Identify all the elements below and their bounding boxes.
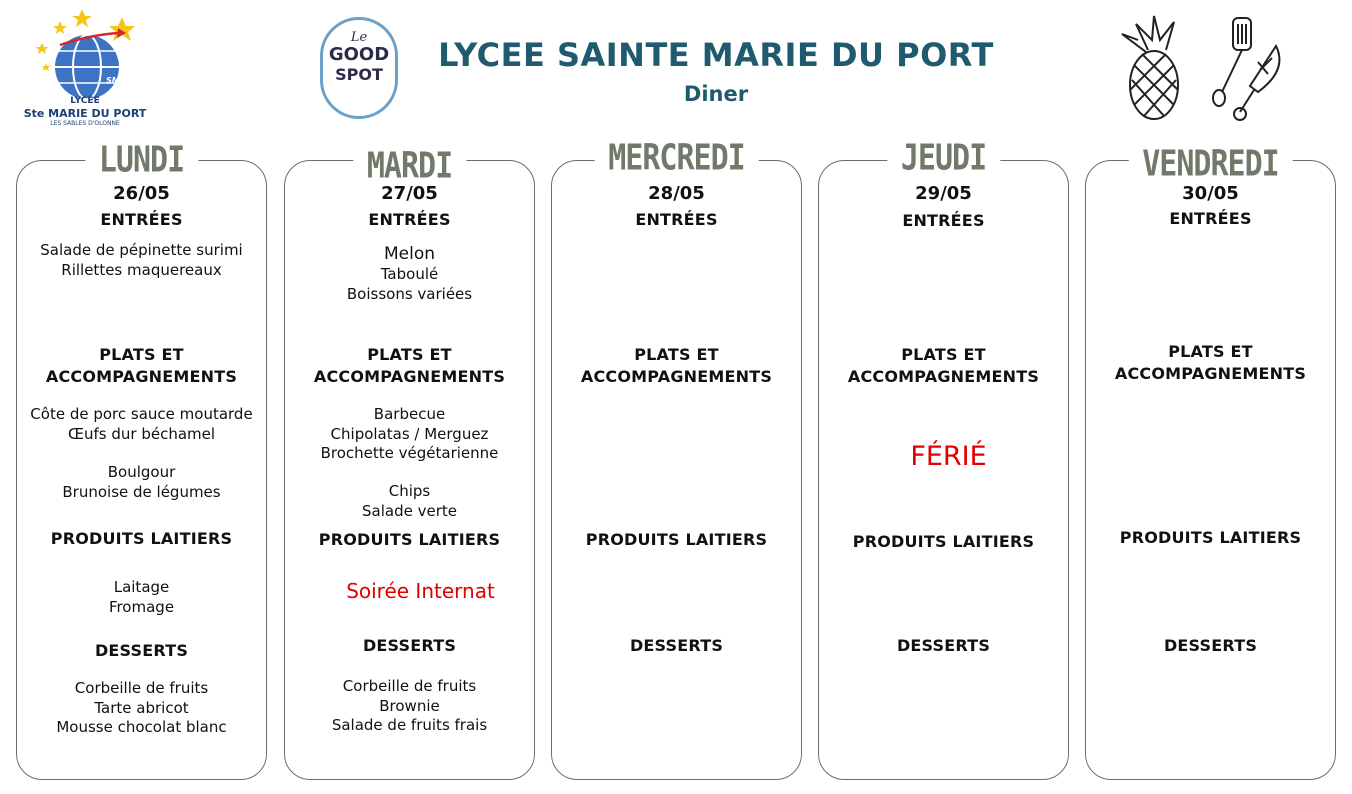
school-logo-line1: LYCÉE: [70, 96, 100, 106]
plats-list: [285, 405, 534, 464]
school-logo-badge: SMP: [106, 76, 126, 85]
plats-heading-line1: PLATS ET: [901, 345, 986, 364]
school-logo-line3: LES SABLES D'OLONNE: [50, 120, 120, 127]
globe-stars-icon: [20, 5, 150, 100]
plats-list: [17, 405, 266, 444]
day-name: LUNDI: [85, 140, 198, 181]
entrees-heading: ENTRÉES: [368, 210, 451, 229]
plats-heading: [552, 344, 801, 388]
pineapple-utensils-icon: [1108, 10, 1298, 125]
accompagnements-list: [285, 482, 534, 521]
list-item: Melon: [383, 244, 436, 264]
plats-heading: [17, 344, 266, 388]
day-column-jeudi: [818, 137, 1069, 780]
school-logo: [20, 5, 150, 130]
good-spot-line2: GOOD: [328, 44, 390, 65]
page-title: LYCEE SAINTE MARIE DU PORT: [438, 36, 994, 74]
plats-heading-line1: PLATS ET: [1168, 342, 1253, 361]
day-date: 26/05: [113, 183, 170, 204]
holiday-notice: FÉRIÉ: [910, 441, 987, 472]
plats-heading: [285, 344, 534, 388]
list-item: Boulgour: [107, 463, 176, 481]
desserts-list: [17, 679, 266, 738]
day-name: MARDI: [353, 146, 466, 187]
plats-heading-line2: ACCOMPAGNEMENTS: [580, 367, 773, 386]
plats-heading-line1: PLATS ET: [99, 345, 184, 364]
list-item: Brochette végétarienne: [320, 444, 499, 462]
entrees-heading: ENTRÉES: [635, 210, 718, 229]
laitiers-heading: PRODUITS LAITIERS: [50, 529, 233, 548]
list-item: Salade de pépinette surimi: [40, 241, 243, 259]
list-item: Corbeille de fruits: [74, 679, 209, 697]
good-spot-logo: [320, 17, 398, 119]
list-item: Barbecue: [373, 405, 446, 423]
plats-heading-line2: ACCOMPAGNEMENTS: [847, 367, 1040, 386]
list-item: Côte de porc sauce moutarde: [30, 405, 253, 423]
plats-heading-line1: PLATS ET: [634, 345, 719, 364]
laitiers-heading: PRODUITS LAITIERS: [852, 532, 1035, 551]
entrees-list: [17, 241, 266, 280]
desserts-list: [285, 677, 534, 736]
list-item: Tarte abricot: [94, 698, 189, 717]
day-date: 27/05: [381, 183, 438, 204]
laitiers-list: [17, 578, 266, 617]
day-column-lundi: [16, 139, 267, 780]
list-item: Brownie: [379, 696, 440, 715]
plats-heading-line2: ACCOMPAGNEMENTS: [313, 367, 506, 386]
list-item: Boissons variées: [346, 284, 473, 303]
day-name: MERCREDI: [594, 138, 759, 179]
list-item: Chips: [388, 482, 431, 500]
list-item: Salade de fruits frais: [331, 716, 488, 734]
laitiers-heading: PRODUITS LAITIERS: [1119, 528, 1302, 547]
event-notice: Soirée Internat: [346, 579, 495, 603]
good-spot-line1: Le: [350, 30, 368, 45]
desserts-heading: DESSERTS: [896, 636, 991, 655]
desserts-heading: DESSERTS: [94, 641, 189, 660]
list-item: Salade verte: [362, 501, 457, 520]
page-subtitle: Diner: [683, 82, 749, 106]
list-item: Corbeille de fruits: [342, 677, 477, 695]
plats-heading: [1086, 341, 1335, 385]
kitchen-illustration: [1108, 10, 1298, 125]
list-item: Œufs dur béchamel: [67, 424, 216, 443]
list-item: Chipolatas / Merguez: [330, 424, 489, 443]
list-item: Rillettes maquereaux: [61, 260, 222, 279]
desserts-heading: DESSERTS: [629, 636, 724, 655]
list-item: Mousse chocolat blanc: [56, 718, 227, 736]
entrees-heading: ENTRÉES: [100, 210, 183, 229]
list-item: Laitage: [113, 578, 170, 596]
day-name: VENDREDI: [1128, 144, 1293, 185]
laitiers-heading: PRODUITS LAITIERS: [318, 530, 501, 549]
desserts-heading: DESSERTS: [1163, 636, 1258, 655]
list-item: Fromage: [108, 597, 175, 616]
desserts-heading: DESSERTS: [362, 636, 457, 655]
plats-heading-line2: ACCOMPAGNEMENTS: [1114, 364, 1307, 383]
entrees-heading: ENTRÉES: [902, 211, 985, 230]
day-column-mercredi: [551, 137, 802, 780]
day-name: JEUDI: [887, 138, 1000, 179]
plats-heading-line1: PLATS ET: [367, 345, 452, 364]
laitiers-heading: PRODUITS LAITIERS: [585, 530, 768, 549]
school-logo-line2: Ste MARIE DU PORT: [23, 107, 147, 120]
day-date: 28/05: [648, 183, 705, 204]
entrees-heading: ENTRÉES: [1169, 209, 1252, 228]
day-date: 30/05: [1182, 183, 1239, 204]
plats-heading: [819, 344, 1068, 388]
day-date: 29/05: [915, 183, 972, 204]
accompagnements-list: [17, 463, 266, 502]
day-column-vendredi: [1085, 143, 1336, 780]
good-spot-line3: SPOT: [335, 65, 383, 84]
day-column-mardi: [284, 145, 535, 780]
list-item: Taboulé: [380, 265, 439, 283]
entrees-list: [285, 243, 534, 304]
list-item: Brunoise de légumes: [62, 482, 221, 501]
plats-heading-line2: ACCOMPAGNEMENTS: [45, 367, 238, 386]
